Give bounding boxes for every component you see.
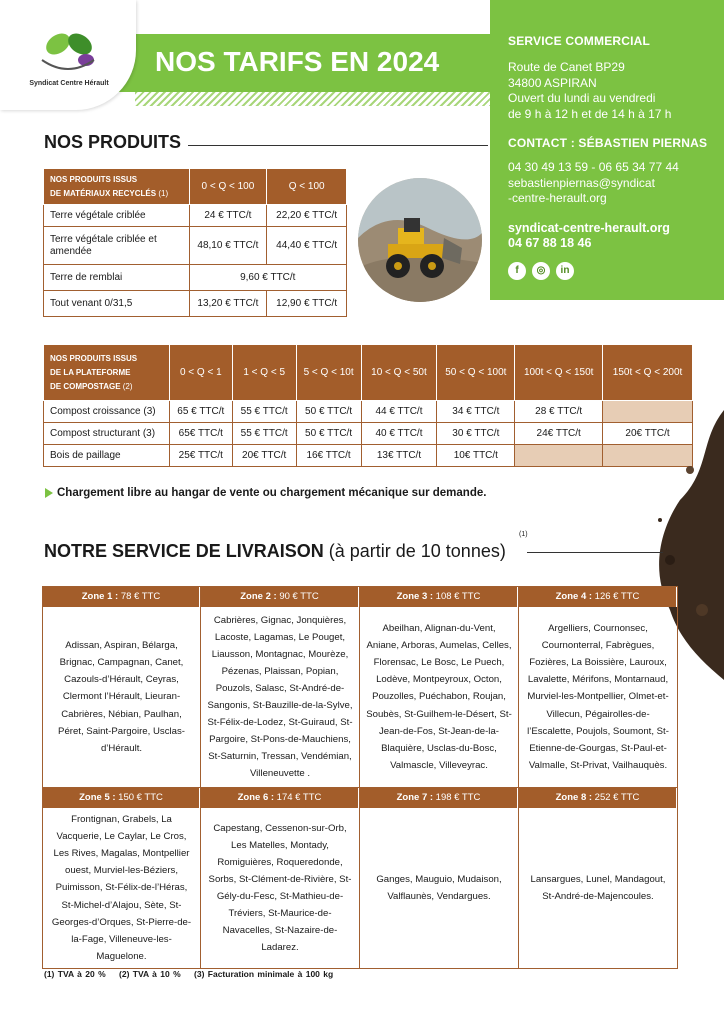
zone-card: Zone 3 : 108 € TTC Abeilhan, Alignan-du-Vent, Aniane, Arboras, Aumelas, Celles, Florensac, Le Bosc, Le Puech, Lodève, Montpeyroux, Octon, Pouzolles, Puéchabon, Roujan, Soubès, St-Guilhem-le-Désert, St-Jean-de-Fos, St-Jean-de-la-Blaquière, Usclas-du-Bosc, Valmascle, Villeveyrac. [360, 586, 519, 788]
logo [0, 0, 136, 110]
instagram-icon[interactable]: ◎ [532, 262, 550, 280]
section-heading-livraison: NOTRE SERVICE DE LIVRAISON (à partir de 10 tonnes) [44, 541, 506, 561]
column-header: 0 < Q < 100 [189, 169, 267, 205]
zone-card: Zone 2 : 90 € TTC Cabrières, Gignac, Jonquières, Lacoste, Lagamas, Le Pouget, Liausson, Montagnac, Mourèze, Pézenas, Plaissan, Popian, Pouzols, Salasc, St-André-de-Sangonis, St-Bauzille-de-la-Sylve, St-Félix-de-Lodez, St-Guiraud, St-Pargoire, St-Pons-de-Mauchiens, St-Saturnin, Tressan, Vendémian, Villeneuvette . [201, 586, 360, 788]
decorative-hatch [135, 92, 490, 106]
zone-card: Zone 7 : 198 € TTC Ganges, Mauguio, Mudaison, Valflaunès, Vendargues. [360, 788, 519, 969]
main-phone[interactable]: 04 67 88 18 46 [508, 236, 592, 250]
zone-towns: Cabrières, Gignac, Jonquières, Lacoste, Lagamas, Le Pouget, Liausson, Montagnac, Mourèze, Pézenas, Plaissan, Popian, Pouzols, Salasc, St-André-de-Sangonis, St-Bauzille-de-la-Sylve, St-Félix-de-Lodez, St-Guiraud, St-Pargoire, St-Pons-de-Mauchiens, St-Saturnin, Tressan, Vendémian, Villeneuvette . [207, 614, 353, 780]
hours-line-2: de 9 h à 12 h et de 14 h à 17 h [508, 106, 672, 121]
footnote-1: (1) TVA à 20 % [44, 969, 106, 979]
logo-text: Syndicat Centre Hérault [29, 80, 109, 87]
zone-card: Zone 1 : 78 € TTC Adissan, Aspiran, Bélarga, Brignac, Campagnan, Canet, Cazouls-d’Hérault, Ceyras, Clermont l’Hérault, Lieuran-Cabrières, Nébian, Paulhan, Péret, Saint-Pargoire, Usclas-d’Hérault. [42, 586, 201, 788]
table-row: Bois de paillage 25€ TTC/t 20€ TTC/t 16€ TTC/t 13€ TTC/t 10€ TTC/t [44, 445, 693, 467]
column-header: 1 < Q < 5 [232, 345, 296, 401]
contact-title: CONTACT : SÉBASTIEN PIERNAS [508, 136, 708, 150]
zone-card: Zone 8 : 252 € TTC Lansargues, Lunel, Mandagout, St-André-de-Majencoules. [519, 788, 678, 969]
arrow-icon [45, 488, 53, 498]
column-header: 150t < Q < 200t [603, 345, 693, 401]
page-title: NOS TARIFS EN 2024 [155, 46, 440, 77]
section-heading-produits: NOS PRODUITS [44, 132, 182, 152]
footnotes [44, 969, 343, 979]
zone-towns: Ganges, Mauguio, Mudaison, Valflaunès, Vendargues. [376, 873, 502, 902]
wheel-loader-photo [358, 178, 482, 302]
delivery-zones-grid [42, 586, 678, 969]
contact-email-2[interactable]: -centre-herault.org [508, 191, 607, 205]
zone-towns: Frontignan, Grabels, La Vacquerie, Le Caylar, Le Cros, Les Rives, Magalas, Montpellier ouest, Murviel-les-Béziers, Puimisson, St-Félix-de-l’Héras, St-Michel-d’Alajou, Sète, St-Georges-d’Orques, St-Pierre-de-la-Fage, Villeneuve-les-Maguelone. [51, 814, 192, 962]
hours-line-1: Ouvert du lundi au vendredi [508, 91, 656, 105]
heading-footnote-ref: (1) [519, 531, 528, 538]
column-header: 50 < Q < 100t [437, 345, 515, 401]
zone-towns: Argelliers, Cournonsec, Cournonterral, Fabrègues, Fozières, La Boissière, Lauroux, Lavalette, Mérifons, Montarnaud, Murviel-les-Montpellier, Olmet-et-Villecun, Pégairolles-de-l’Escalette, Poujols, Soumont, St-Etienne-de-Gourgas, St-Paul-et-Valmalle, St-Privat, Vailhauquès. [527, 623, 669, 771]
column-header: 100t < Q < 150t [515, 345, 603, 401]
table-row: Compost croissance (3) 65 € TTC/t 55 € TTC/t 50 € TTC/t 44 € TTC/t 34 € TTC/t 28 € TTC/t [44, 401, 693, 423]
zone-towns: Capestang, Cessenon-sur-Orb, Les Matelles, Montady, Romiguières, Roqueredonde, Sorbs, St-Clément-de-Rivière, St-Gély-du-Fesc, St-Mathieu-de-Tréviers, St-Maurice-de-Navacelles, St-Nazaire-de-Ladarez. [208, 822, 352, 954]
contact-panel [490, 0, 724, 300]
column-header: 5 < Q < 10t [296, 345, 361, 401]
address-line-1: Route de Canet BP29 [508, 60, 625, 74]
zone-towns: Abeilhan, Alignan-du-Vent, Aniane, Arboras, Aumelas, Celles, Florensac, Le Bosc, Le Puech, Lodève, Montpeyroux, Octon, Pouzolles, Puéchabon, Roujan, Soubès, St-Guilhem-le-Désert, St-Jean-de-Fos, St-Jean-de-la-Blaquière, Usclas-du-Bosc, Valmascle, Villeveyrac. [366, 623, 512, 771]
zone-towns: Adissan, Aspiran, Bélarga, Brignac, Campagnan, Canet, Cazouls-d’Hérault, Ceyras, Clermont l’Hérault, Lieuran-Cabrières, Nébian, Paulhan, Péret, Saint-Pargoire, Usclas-d’Hérault. [58, 640, 185, 754]
social-links [508, 262, 724, 280]
website-link[interactable]: syndicat-centre-herault.org [508, 220, 670, 235]
recycled-products-table [43, 168, 347, 317]
table-row: Terre végétale criblée et amendée 48,10 € TTC/t 44,40 € TTC/t [44, 227, 347, 265]
table-row: Compost structurant (3) 65€ TTC/t 55 € TTC/t 50 € TTC/t 40 € TTC/t 30 € TTC/t 24€ TTC/t 20€ TTC/t [44, 423, 693, 445]
table-header-label: NOS PRODUITS ISSUS DE LA PLATEFORME DE COMPOSTAGE (2) [44, 345, 170, 401]
zone-card: Zone 5 : 150 € TTC Frontignan, Grabels, La Vacquerie, Le Caylar, Le Cros, Les Rives, Magalas, Montpellier ouest, Murviel-les-Béziers, Puimisson, St-Félix-de-l’Héras, St-Michel-d’Alajou, Sète, St-Georges-d’Orques, St-Pierre-de-la-Fage, Villeneuve-les-Maguelone. [42, 788, 201, 969]
facebook-icon[interactable]: f [508, 262, 526, 280]
column-header: Q < 100 [267, 169, 347, 205]
linkedin-icon[interactable]: in [556, 262, 574, 280]
zone-towns: Lansargues, Lunel, Mandagout, St-André-de-Majencoules. [530, 873, 666, 902]
address-line-2: 34800 ASPIRAN [508, 75, 597, 90]
heading-rule [527, 552, 663, 553]
zone-card: Zone 4 : 126 € TTC Argelliers, Cournonsec, Cournonterral, Fabrègues, Fozières, La Boissière, Lauroux, Lavalette, Mérifons, Montarnaud, Murviel-les-Montpellier, Olmet-et-Villecun, Pégairolles-de-l’Escalette, Poujols, Soumont, St-Etienne-de-Gourgas, St-Paul-et-Valmalle, St-Privat, Vailhauquès. [519, 586, 678, 788]
table-row: Tout venant 0/31,5 13,20 € TTC/t 12,90 € TTC/t [44, 291, 347, 317]
zone-card: Zone 6 : 174 € TTC Capestang, Cessenon-sur-Orb, Les Matelles, Montady, Romiguières, Roqueredonde, Sorbs, St-Clément-de-Rivière, St-Gély-du-Fesc, St-Mathieu-de-Tréviers, St-Maurice-de-Navacelles, St-Nazaire-de-Ladarez. [201, 788, 360, 969]
footnote-2: (2) TVA à 10 % [119, 969, 181, 979]
compost-products-table [43, 344, 693, 467]
loading-note: Chargement libre au hangar de vente ou chargement mécanique sur demande. [45, 487, 486, 499]
footnote-3: (3) Facturation minimale à 100 kg [194, 969, 334, 979]
contact-email-1[interactable]: sebastienpiernas@syndicat [508, 175, 655, 190]
table-row: Terre de remblai 9,60 € TTC/t [44, 265, 347, 291]
column-header: 0 < Q < 1 [169, 345, 232, 401]
contact-phones[interactable]: 04 30 49 13 59 - 06 65 34 77 44 [508, 160, 679, 174]
table-header-label: NOS PRODUITS ISSUS DE MATÉRIAUX RECYCLÉS (1) [44, 169, 190, 205]
leaf-logo-icon [36, 24, 100, 78]
table-row: Terre végétale criblée 24 € TTC/t 22,20 € TTC/t [44, 205, 347, 227]
column-header: 10 < Q < 50t [361, 345, 437, 401]
service-title: SERVICE COMMERCIAL [508, 34, 651, 48]
heading-rule [188, 145, 488, 146]
